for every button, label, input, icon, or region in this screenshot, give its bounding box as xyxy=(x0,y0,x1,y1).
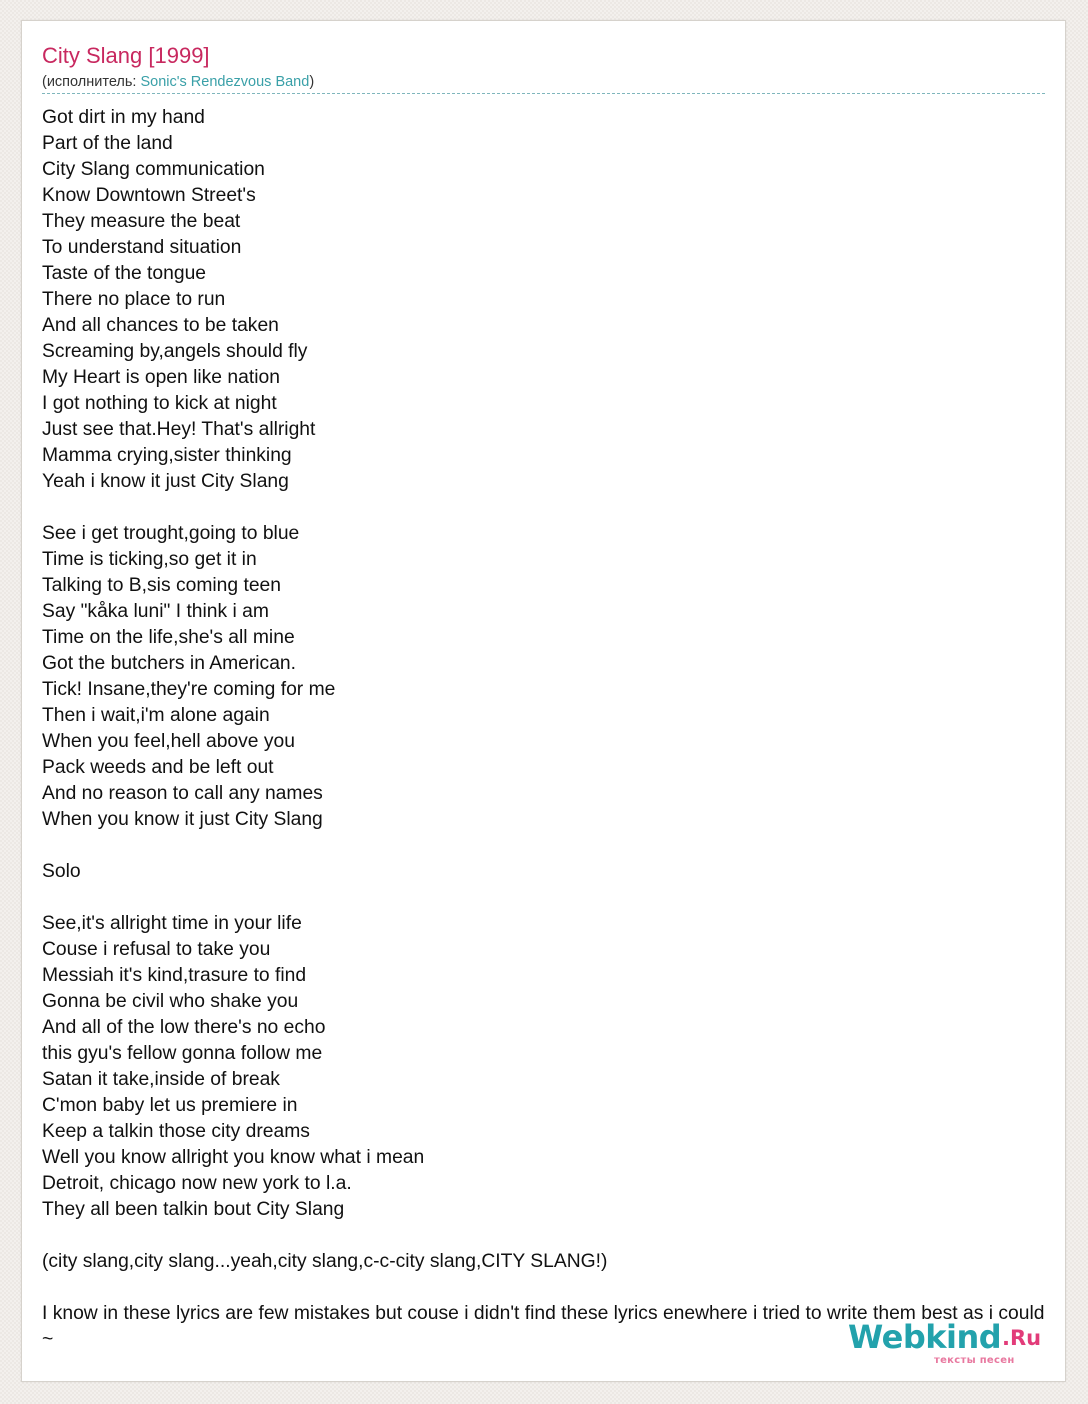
lyric-line: And no reason to call any names xyxy=(42,783,323,804)
webkind-logo[interactable] xyxy=(848,1318,1043,1366)
lyric-line: Time is ticking,so get it in xyxy=(42,549,257,570)
lyric-line: Say "kåka luni" I think i am xyxy=(42,601,269,622)
lyric-line: Satan it take,inside of break xyxy=(42,1069,280,1090)
lyric-line xyxy=(42,885,1066,911)
lyrics-card xyxy=(21,20,1066,1382)
performer-link[interactable]: Sonic's Rendezvous Band xyxy=(140,74,310,90)
lyric-line: To understand situation xyxy=(42,237,242,258)
song-title: City Slang [1999] xyxy=(42,43,210,68)
lyric-line: (city slang,city slang...yeah,city slang,c-c-city slang,CITY SLANG!) xyxy=(42,1251,608,1272)
lyric-line: And all chances to be taken xyxy=(42,315,279,336)
lyric-line: Just see that.Hey! That's allright xyxy=(42,419,316,440)
lyric-line: Gonna be civil who shake you xyxy=(42,991,299,1012)
lyric-line: Know Downtown Street's xyxy=(42,185,256,206)
lyric-line: Tick! Insane,they're coming for me xyxy=(42,679,336,700)
lyric-line: When you feel,hell above you xyxy=(42,731,295,752)
lyric-line: Yeah i know it just City Slang xyxy=(42,471,289,492)
lyric-line: C'mon baby let us premiere in xyxy=(42,1095,298,1116)
lyric-line: Got the butchers in American. xyxy=(42,653,296,674)
lyric-line: See,it's allright time in your life xyxy=(42,913,302,934)
lyric-line: Messiah it's kind,trasure to find xyxy=(42,965,307,986)
lyric-line: Screaming by,angels should fly xyxy=(42,341,308,362)
lyric-line: Then i wait,i'm alone again xyxy=(42,705,270,726)
lyric-line: My Heart is open like nation xyxy=(42,367,280,388)
lyric-line: Pack weeds and be left out xyxy=(42,757,274,778)
lyric-line: Solo xyxy=(42,861,81,882)
lyric-line: See i get trought,going to blue xyxy=(42,523,300,544)
lyric-line: Time on the life,she's all mine xyxy=(42,627,295,648)
lyric-line xyxy=(42,495,1066,521)
lyric-line: Couse i refusal to take you xyxy=(42,939,271,960)
lyric-line: this gyu's fellow gonna follow me xyxy=(42,1043,323,1064)
logo-wordmark: Webkind xyxy=(848,1318,1002,1356)
lyric-line: Detroit, chicago now new york to l.a. xyxy=(42,1173,352,1194)
lyric-line: City Slang communication xyxy=(42,159,265,180)
lyric-line: And all of the low there's no echo xyxy=(42,1017,326,1038)
lyric-line: Part of the land xyxy=(42,133,173,154)
lyric-line: Taste of the tongue xyxy=(42,263,207,284)
lyric-line: Mamma crying,sister thinking xyxy=(42,445,292,466)
lyric-line xyxy=(42,833,1066,859)
lyric-line: Talking to B,sis coming teen xyxy=(42,575,281,596)
lyric-line: I got nothing to kick at night xyxy=(42,393,277,414)
lyric-line: There no place to run xyxy=(42,289,226,310)
lyric-line: Got dirt in my hand xyxy=(42,107,205,128)
title-divider xyxy=(42,93,1045,94)
performer-line xyxy=(42,74,314,90)
lyrics-text xyxy=(42,105,1066,1353)
lyric-line: ~ xyxy=(42,1329,54,1350)
performer-close: ) xyxy=(309,74,315,90)
lyric-line xyxy=(42,1223,1066,1249)
lyric-line xyxy=(42,1275,1066,1301)
lyric-line: They measure the beat xyxy=(42,211,241,232)
performer-label: (исполнитель: xyxy=(42,74,141,90)
logo-tagline: тексты песен xyxy=(934,1355,1015,1366)
lyric-line: Keep a talkin those city dreams xyxy=(42,1121,310,1142)
logo-domain: .Ru xyxy=(1002,1326,1042,1350)
lyric-line: I know in these lyrics are few mistakes but couse i didn't find these lyrics enewhere i tried to write them best as i could xyxy=(42,1303,1045,1324)
lyric-line: They all been talkin bout City Slang xyxy=(42,1199,345,1220)
lyric-line: When you know it just City Slang xyxy=(42,809,323,830)
lyric-line: Well you know allright you know what i mean xyxy=(42,1147,425,1168)
